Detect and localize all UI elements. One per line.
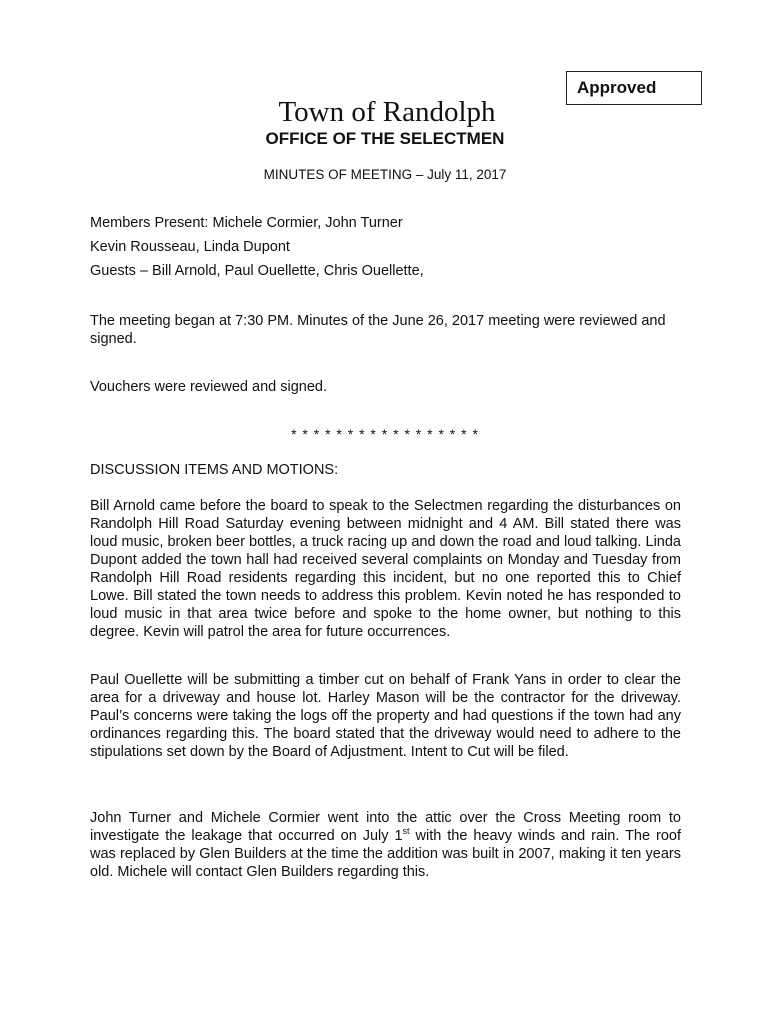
office-title: OFFICE OF THE SELECTMEN (265, 129, 505, 148)
attic-leak-text-start: John Turner and Michele Cormier went into the attic over the Cross Meeting room to investigate the leakage that occurred on July 1 (90, 810, 681, 844)
date-ordinal-suffix: st (402, 826, 410, 837)
discussion-item-attic-leak (90, 809, 681, 881)
members-present-line: Members Present: Michele Cormier, John Turner (90, 215, 403, 231)
minutes-date-line: MINUTES OF MEETING – July 11, 2017 (263, 167, 507, 182)
opening-paragraph: The meeting began at 7:30 PM. Minutes of the June 26, 2017 meeting were reviewed and signed. (90, 313, 666, 347)
section-separator: * * * * * * * * * * * * * * * * * (291, 426, 479, 442)
members-present-line-2: Kevin Rousseau, Linda Dupont (90, 239, 290, 255)
vouchers-paragraph: Vouchers were reviewed and signed. (90, 379, 327, 395)
guests-line: Guests – Bill Arnold, Paul Ouellette, Chris Ouellette, (90, 263, 424, 279)
attic-leak-text-end: with the heavy winds and rain. The roof was replaced by Glen Builders at the time the addition was built in 2007, making it ten years old. Michele will contact Glen Builders regarding this. (90, 828, 681, 880)
discussion-item-disturbances: Bill Arnold came before the board to speak to the Selectmen regarding the disturbances on Randolph Hill Road Saturday evening between midnight and 4 AM. Bill stated there was loud music, broken beer bottles, a truck racing up and down the road and loud talking. Linda Dupont added the town hall had received several complaints on Monday and Tuesday from Randolph Hill Road residents regarding this incident, but no one reported this to Chief Lowe. Bill stated the town needs to address this problem. Kevin noted he has responded to loud music in that area twice before and spoke to the home owner, but nothing to this degree. Kevin will patrol the area for future occurrences. (90, 498, 681, 640)
approved-label: Approved (577, 78, 657, 97)
discussion-heading: DISCUSSION ITEMS AND MOTIONS: (90, 462, 339, 478)
discussion-item-timber-cut: Paul Ouellette will be submitting a timber cut on behalf of Frank Yans in order to clear the area for a driveway and house lot. Harley Mason will be the contractor for the driveway. Paul’s concerns were taking the logs off the property and had questions if the town had any ordinances regarding this. The board stated that the driveway would need to adhere to the stipulations set down by the Board of Adjustment. Intent to Cut will be filed. (90, 672, 681, 760)
town-title: Town of Randolph (278, 96, 496, 128)
